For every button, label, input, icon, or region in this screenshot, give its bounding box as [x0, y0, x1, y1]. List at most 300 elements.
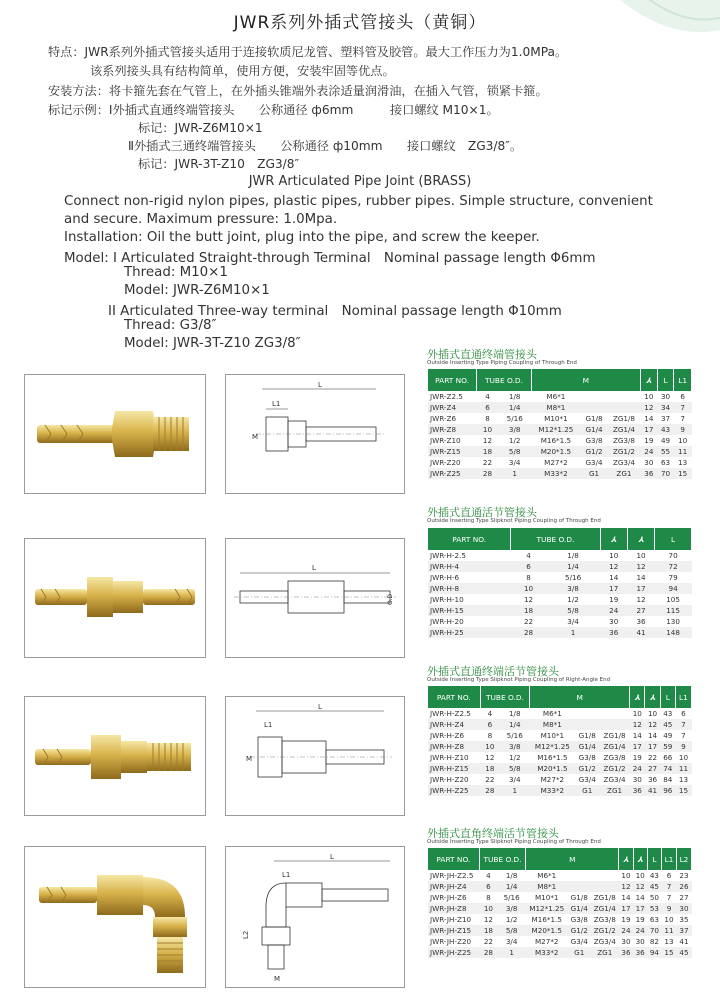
section-4-title: 外插式直角终端活节管接头	[427, 827, 559, 840]
table-cell: M16*1.5	[540, 436, 572, 445]
part-number-cell: JWR-Z25	[428, 468, 477, 479]
table-row	[428, 936, 692, 947]
table-cell: 3/4	[508, 775, 521, 784]
table-cell: 1/2	[508, 436, 521, 445]
table-cell: 115	[655, 605, 692, 616]
table-cell: 19	[632, 753, 642, 762]
table-cell	[607, 402, 640, 413]
table-row	[428, 583, 692, 594]
table-cell	[599, 708, 629, 719]
dim-od-label: O.D	[387, 593, 394, 605]
table-cell: 34	[657, 402, 674, 413]
table-cell: 19	[621, 915, 631, 924]
table-cell: 96	[660, 785, 675, 796]
table-cell: M8*1	[526, 881, 568, 892]
table-cell: 6	[480, 719, 500, 730]
table-cell: 59	[660, 741, 675, 752]
table-cell: 14	[644, 414, 654, 423]
table-cell: M12*1.25	[531, 424, 580, 435]
table-cell: 10	[644, 392, 654, 401]
table-row	[428, 391, 692, 402]
mark-1-text: 标记：JWR-Z6M10×1	[138, 121, 263, 135]
table-cell: 82	[649, 937, 659, 946]
table-cell: ZG1/2	[607, 446, 640, 457]
table-cell: 3/4	[508, 458, 521, 467]
table-cell: 41	[627, 627, 654, 638]
col-wrench-icon-a: ⅄	[630, 686, 645, 708]
table-row	[428, 446, 692, 457]
table-cell: 17	[641, 424, 658, 435]
table-cell	[575, 708, 600, 719]
table-cell: 5/8	[498, 925, 526, 936]
table-cell: M12*1.25	[526, 903, 568, 914]
part-number-cell: JWR-JH-Z25	[428, 947, 479, 958]
table-cell: 7	[680, 414, 685, 423]
table-cell: G1/2	[581, 446, 608, 457]
union-fitting-drawing	[225, 538, 405, 658]
col-l1: L1	[662, 848, 677, 870]
table-cell: 24	[600, 605, 627, 616]
table-cell: ZG3/4	[603, 775, 626, 784]
table-cell: G1/4	[581, 424, 608, 435]
table-row	[428, 741, 692, 752]
dim-m-label-3: M	[246, 755, 253, 763]
table-cell: 14	[632, 731, 642, 740]
table-cell: M27*2	[540, 775, 565, 784]
table-cell: 30	[609, 617, 619, 626]
table-cell: 10	[636, 551, 646, 560]
table-cell: M20*1.5	[530, 763, 575, 774]
part-number-cell: JWR-JH-Z2.5	[430, 871, 474, 880]
table-cell: 10	[479, 903, 497, 914]
example-2-text: Ⅱ外插式三通终端管接头 公称通径 ф10mm 接口螺纹 ZG3/8″。	[128, 139, 523, 153]
straight-fitting-photo	[24, 374, 206, 494]
table-cell: 9	[675, 741, 691, 752]
table-row	[428, 925, 692, 936]
english-title: JWR Articulated Pipe Joint (BRASS)	[248, 174, 472, 189]
elbow-fitting-photo	[24, 846, 206, 988]
table-cell: 13	[678, 458, 688, 467]
table-cell: 7	[662, 881, 677, 892]
straight-fitting-drawing	[225, 374, 405, 494]
table-cell: ZG1/8	[603, 731, 626, 740]
section-2-rows	[428, 550, 692, 638]
part-number-cell: JWR-Z6	[430, 414, 457, 423]
table-cell: M10*1	[544, 414, 568, 423]
table-row	[428, 719, 692, 730]
part-number-cell: JWR-H-Z15	[428, 763, 480, 774]
table-row	[428, 708, 692, 719]
table-cell: 14	[609, 573, 619, 582]
table-cell: G3/8	[570, 915, 588, 924]
table-cell: 4	[526, 551, 531, 560]
part-number-cell: JWR-H-Z25	[428, 785, 480, 796]
table-row	[428, 550, 692, 561]
table-cell: ZG3/8	[612, 436, 635, 445]
table-cell: ZG1/2	[591, 925, 619, 936]
dim-l-label: L	[318, 381, 322, 389]
table-cell: 41	[645, 785, 660, 796]
section-2-title: 外插式直通活节管接头	[427, 506, 537, 519]
table-cell: G3/4	[578, 775, 596, 784]
table-cell: 37	[676, 925, 691, 936]
table-cell: 130	[666, 617, 680, 626]
table-cell: 63	[649, 915, 659, 924]
table-cell: 3/8	[500, 741, 530, 752]
table-cell: 18	[477, 446, 499, 457]
table-cell: 17	[627, 583, 654, 594]
part-number-cell: JWR-H-Z10	[430, 753, 469, 762]
part-number-cell: JWR-Z15	[428, 446, 477, 457]
table-cell: G3/8	[585, 436, 603, 445]
table-row	[428, 468, 692, 479]
table-cell: 30	[632, 775, 642, 784]
col-tube-od: TUBE O.D.	[479, 848, 525, 870]
en-line-5: Thread: M10×1	[124, 265, 228, 280]
table-cell: 19	[644, 436, 654, 445]
table-cell: 7	[674, 402, 692, 413]
part-number-cell: JWR-H-Z8	[428, 741, 480, 752]
section-1-rows	[428, 391, 692, 479]
en-line-4: Model: I Articulated Straight-through Terminal Nominal passage length Φ6mm	[64, 251, 596, 266]
table-cell: M10*1	[540, 731, 565, 740]
table-row	[428, 627, 692, 638]
table-cell: 43	[657, 424, 674, 435]
table-cell: G1/4	[575, 741, 600, 752]
dim-l-label-2: L	[312, 564, 316, 572]
table-cell: 1/8	[508, 709, 521, 718]
section-3-title: 外插式直通终端活节管接头	[427, 665, 559, 678]
table-cell: G3/8	[578, 753, 596, 762]
table-cell	[575, 719, 600, 730]
table-cell: M20*1.5	[531, 446, 580, 457]
mark-2-text: 标记：JWR-3T-Z10 ZG3/8″	[138, 157, 300, 171]
table-row	[428, 457, 692, 468]
table-cell: 18	[480, 763, 500, 774]
table-cell: 1/8	[508, 392, 521, 401]
table-cell: G1/8	[585, 414, 603, 423]
section-4-table	[428, 848, 692, 958]
table-cell: M16*1.5	[531, 915, 562, 924]
table-cell: 28	[477, 468, 499, 479]
table-cell: G1/8	[570, 893, 588, 902]
table-cell: 23	[679, 871, 689, 880]
table-cell: 22	[485, 775, 495, 784]
table-cell: 10	[647, 709, 658, 718]
page-title: JWR系列外插式管接头（黄铜）	[233, 13, 487, 33]
table-cell: 5/8	[546, 605, 600, 616]
part-number-cell: JWR-Z20	[430, 458, 461, 467]
part-number-cell: JWR-H-6	[430, 573, 460, 582]
table-cell: 14	[635, 893, 645, 902]
table-cell: 37	[660, 414, 671, 423]
table-cell: 10	[635, 871, 645, 880]
table-cell: G1/8	[578, 731, 596, 740]
table-cell: 12	[633, 881, 647, 892]
table-cell: 10	[477, 424, 499, 435]
table-row	[428, 402, 692, 413]
dim-l1-label-4: L1	[282, 871, 291, 879]
table-cell: 8	[526, 573, 531, 582]
col-l: L	[657, 369, 674, 391]
table-cell: 5/16	[565, 573, 582, 582]
col-wrench-icon: ⅄	[641, 369, 658, 391]
part-number-cell: JWR-H-20	[430, 617, 464, 626]
table-cell: 50	[649, 893, 659, 902]
table-cell: 41	[679, 937, 689, 946]
table-row	[428, 572, 692, 583]
table-cell: 30	[660, 392, 671, 401]
table-cell	[581, 402, 608, 413]
section-1-subtitle: Outside Inserting Type Piping Coupling of Through End	[427, 360, 577, 366]
install-text: 安装方法：将卡箍先套在气管上，在外插头锥端外表涂适量润滑油，在插入气管，锁紧卡箍。	[48, 84, 548, 98]
table-cell: ZG3/8	[593, 915, 616, 924]
table-cell: 27	[679, 893, 689, 902]
table-cell: 94	[647, 947, 661, 958]
table-cell: 27	[627, 605, 654, 616]
col-part-no: PART NO.	[428, 686, 480, 708]
table-cell	[568, 881, 591, 892]
features-text-2: 该系列接头具有结构简单，使用方便，安装牢固等优点。	[90, 64, 395, 78]
dim-l1-label-3: L1	[264, 721, 273, 729]
part-number-cell: JWR-H-Z2.5	[430, 709, 471, 718]
table-cell: 8	[486, 893, 491, 902]
table-cell: 1/2	[567, 595, 579, 604]
table-cell: M20*1.5	[526, 925, 568, 936]
table-cell: 5/16	[506, 731, 523, 740]
table-row	[428, 730, 692, 741]
table-cell: 10	[621, 871, 631, 880]
table-row	[428, 774, 692, 785]
table-cell: ZG3/4	[612, 458, 635, 467]
table-cell: 26	[676, 881, 691, 892]
table-cell: 17	[600, 583, 627, 594]
table-cell: 70	[647, 925, 661, 936]
table-cell: 10	[678, 753, 689, 762]
table-cell: ZG1/4	[599, 741, 629, 752]
table-cell: 11	[662, 925, 677, 936]
table-cell: 148	[655, 627, 692, 638]
table-cell	[568, 870, 591, 881]
table-cell: 53	[647, 903, 661, 914]
table-cell: M6*1	[542, 709, 562, 718]
part-number-cell: JWR-JH-Z20	[430, 937, 472, 946]
table-cell: 4	[486, 871, 491, 880]
part-number-cell: JWR-JH-Z15	[428, 925, 479, 936]
table-cell: 12	[600, 561, 627, 572]
col-part-no: PART NO.	[428, 848, 479, 870]
table-cell: G1/4	[568, 903, 591, 914]
table-cell: 36	[641, 468, 658, 479]
table-cell: 8	[485, 414, 490, 423]
table-cell: 1/8	[505, 871, 518, 880]
table-cell: 49	[660, 436, 671, 445]
dim-m-label: M	[252, 433, 259, 441]
table-cell: 30	[635, 937, 645, 946]
en-line-3: Installation: Oil the butt joint, plug into the pipe, and screw the keeper.	[64, 230, 540, 245]
table-cell: M8*1	[530, 719, 575, 730]
dim-l-label-3: L	[318, 703, 322, 711]
part-number-cell: JWR-H-Z4	[428, 719, 480, 730]
table-cell: 1/2	[508, 753, 521, 762]
elbow-fitting-drawing	[225, 846, 405, 988]
table-cell: 14	[621, 893, 631, 902]
part-number-cell: JWR-Z2.5	[430, 392, 463, 401]
table-cell: 22	[482, 458, 493, 467]
table-cell: 19	[609, 595, 619, 604]
table-cell: 10	[664, 915, 674, 924]
table-cell: 94	[655, 583, 692, 594]
table-cell: 3/8	[546, 583, 600, 594]
table-cell: M8*1	[531, 402, 580, 413]
table-cell: 10	[678, 436, 688, 445]
table-row	[428, 914, 692, 925]
table-cell: 66	[663, 753, 673, 762]
part-number-cell: JWR-Z10	[430, 436, 461, 445]
table-row	[428, 903, 692, 914]
table-cell: 5/16	[503, 893, 520, 902]
table-cell: G1/2	[568, 925, 591, 936]
table-cell: G1/2	[575, 763, 600, 774]
table-cell: 1/4	[500, 719, 530, 730]
table-cell: 63	[660, 458, 671, 467]
table-row	[428, 561, 692, 572]
col-tube-od: TUBE O.D.	[511, 528, 600, 550]
col-tube-od: TUBE O.D.	[480, 686, 530, 708]
table-cell: 12	[619, 881, 633, 892]
table-cell: 7	[675, 719, 691, 730]
table-cell: 13	[678, 775, 689, 784]
col-wrench-icon-b: ⅄	[627, 528, 654, 550]
table-cell: 17	[619, 903, 633, 914]
table-cell: M33*2	[531, 468, 580, 479]
table-cell: 12	[482, 436, 493, 445]
table-cell: 6	[511, 561, 546, 572]
table-cell: 1/2	[505, 915, 518, 924]
table-cell: 6	[681, 709, 686, 718]
table-cell	[599, 719, 629, 730]
table-cell: 3/8	[498, 903, 526, 914]
table-cell: 12	[636, 595, 646, 604]
table-cell: 1	[500, 785, 530, 796]
table-cell: 14	[636, 573, 646, 582]
table-row	[428, 413, 692, 424]
table-cell: 1	[498, 468, 531, 479]
table-cell: 1	[498, 947, 526, 958]
table-cell: 24	[630, 763, 645, 774]
col-part-no: PART NO.	[428, 369, 477, 391]
table-cell: 12	[645, 719, 660, 730]
part-number-cell: JWR-H-4	[428, 561, 511, 572]
table-cell: M6*1	[537, 871, 557, 880]
table-cell: 28	[479, 947, 497, 958]
table-cell: 3/8	[498, 424, 531, 435]
union-terminal-fitting-drawing	[225, 696, 405, 816]
table-cell: M33*2	[526, 947, 568, 958]
col-wrench-icon-a: ⅄	[619, 848, 633, 870]
table-cell: 22	[523, 617, 534, 626]
union-terminal-fitting-photo	[24, 696, 206, 816]
table-cell: 3/4	[505, 937, 518, 946]
section-4-subtitle: Outside Inserting Type Slipknot Piping Coupling of Through End	[427, 839, 601, 845]
section-1-title: 外插式直通终端管接头	[427, 348, 537, 361]
section-3-rows	[428, 708, 692, 796]
table-cell: 36	[636, 617, 646, 626]
table-row	[428, 435, 692, 446]
table-cell: ZG1/2	[599, 763, 629, 774]
table-cell: M27*2	[544, 458, 568, 467]
table-row	[428, 616, 692, 627]
table-cell: 1/4	[498, 881, 526, 892]
table-cell: 18	[511, 605, 546, 616]
table-cell: 45	[676, 947, 691, 958]
col-m: M	[531, 369, 640, 391]
table-cell: 36	[633, 947, 647, 958]
table-cell: 12	[523, 595, 534, 604]
section-3-table	[428, 686, 692, 796]
table-cell: 79	[668, 573, 678, 582]
example-1-text: 标记示例：Ⅰ外插式直通终端管接头 公称通径 ф6mm 接口螺纹 M10×1。	[48, 103, 499, 117]
table-cell: 11	[674, 446, 692, 457]
table-cell	[581, 391, 608, 402]
col-l1: L1	[675, 686, 691, 708]
table-row	[428, 605, 692, 616]
dim-l2-label-4: L2	[242, 930, 250, 939]
col-l: L	[655, 528, 692, 550]
table-cell: M16*1.5	[537, 753, 568, 762]
table-cell: ZG1/4	[591, 903, 619, 914]
table-cell: 84	[663, 775, 673, 784]
part-number-cell: JWR-JH-Z6	[430, 893, 467, 902]
features-text: 特点：JWR系列外插式管接头适用于连接软质尼龙管、塑料管及胶管。最大工作压力为1.0MPa。	[48, 45, 568, 59]
table-cell: 24	[633, 925, 647, 936]
table-cell: 55	[657, 446, 674, 457]
part-number-cell: JWR-H-15	[428, 605, 511, 616]
table-cell: 12	[630, 719, 645, 730]
table-cell: 36	[630, 785, 645, 796]
table-cell: ZG1	[599, 785, 629, 796]
en-line-2: and secure. Maximum pressure: 1.0Mpa.	[64, 212, 338, 227]
part-number-cell: JWR-Z4	[428, 402, 477, 413]
table-cell: 43	[649, 871, 659, 880]
table-cell: 30	[676, 903, 691, 914]
table-cell: 6	[477, 402, 499, 413]
col-l: L	[660, 686, 675, 708]
table-cell: 24	[641, 446, 658, 457]
table-cell: 12	[627, 561, 654, 572]
table-cell: 15	[674, 468, 692, 479]
table-cell: ZG1	[607, 468, 640, 479]
col-m: M	[530, 686, 630, 708]
table-cell: 22	[647, 753, 658, 762]
table-cell: 1/4	[498, 402, 531, 413]
table-cell: 12	[483, 915, 493, 924]
table-cell: M10*1	[534, 893, 559, 902]
table-row	[428, 424, 692, 435]
table-cell: M6*1	[546, 392, 566, 401]
col-wrench-icon-b: ⅄	[633, 848, 647, 870]
col-m: M	[526, 848, 619, 870]
table-cell: 72	[655, 561, 692, 572]
table-cell: 74	[660, 763, 675, 774]
table-cell: 45	[660, 719, 675, 730]
table-cell: 22	[483, 937, 493, 946]
table-cell: 43	[663, 709, 673, 718]
dim-l-label-4: L	[330, 853, 334, 861]
table-cell: 24	[619, 925, 633, 936]
col-l2: L2	[676, 848, 691, 870]
dim-m-label-4: M	[274, 975, 281, 983]
